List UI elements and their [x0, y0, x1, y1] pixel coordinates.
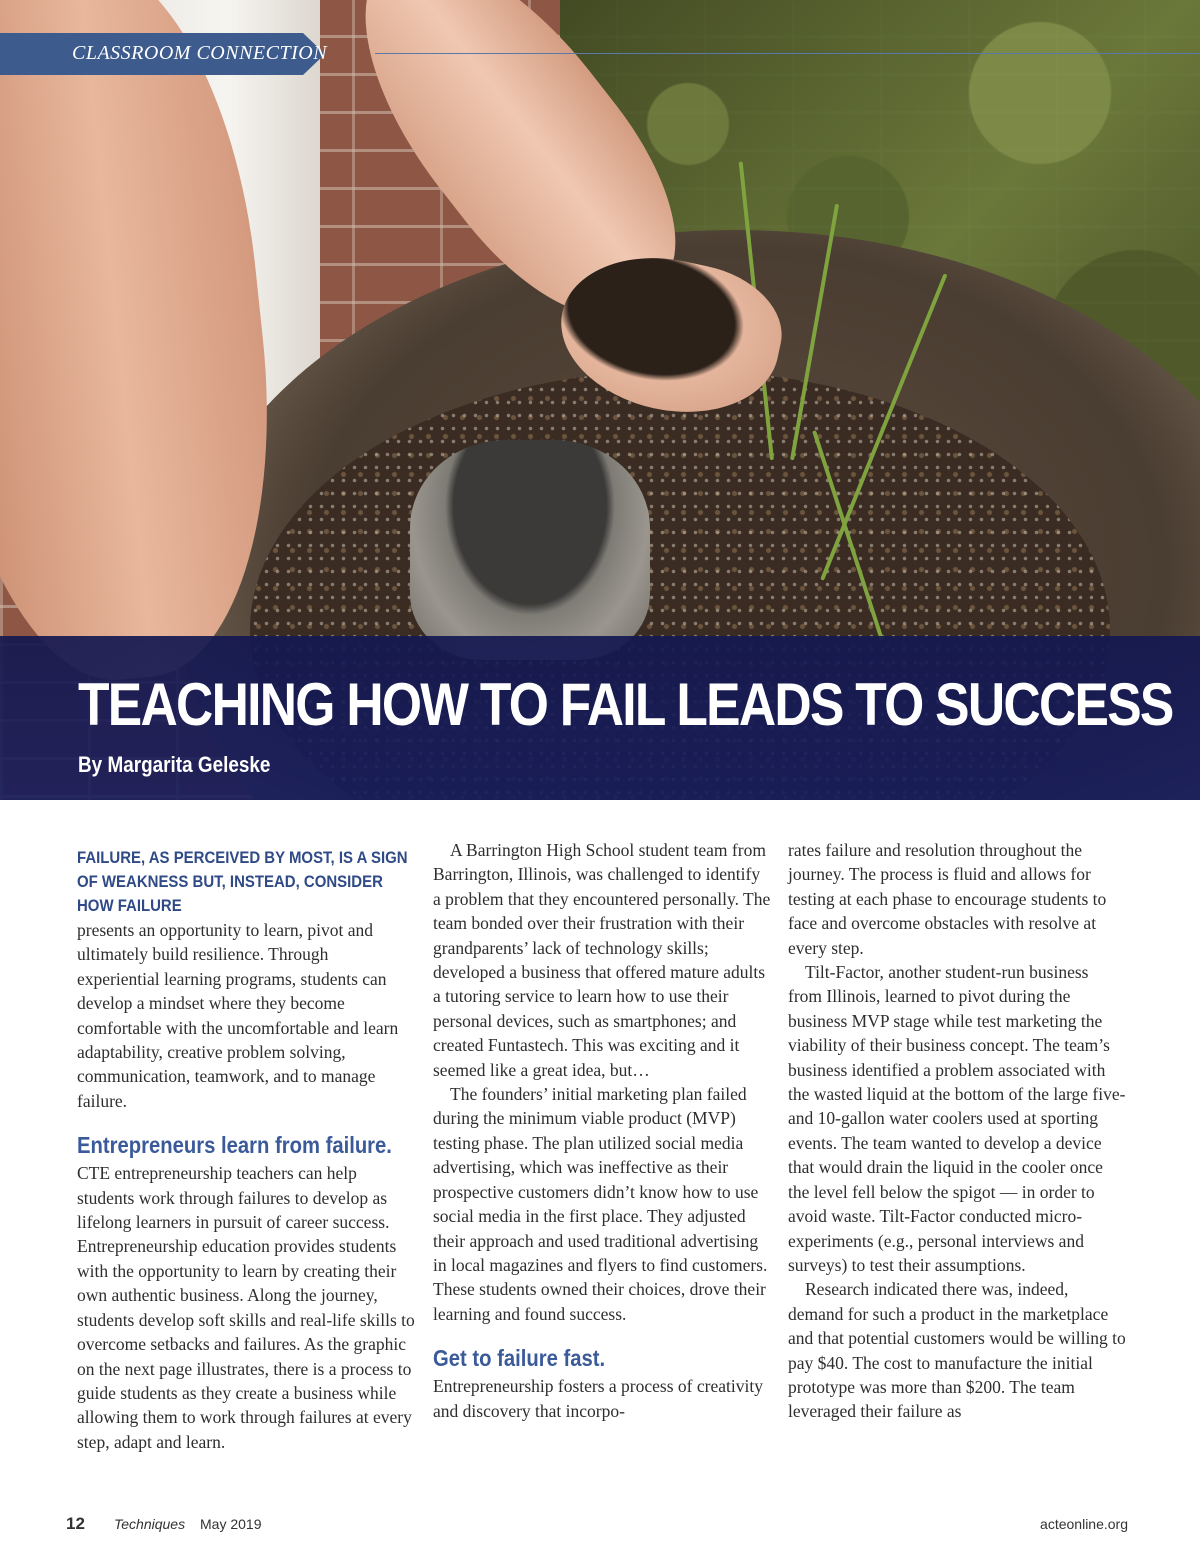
byline: By Margarita Geleske	[78, 752, 271, 777]
publication-name: Techniques	[114, 1516, 186, 1532]
subhead-entrepreneurs: Entrepreneurs learn from failure.	[77, 1132, 392, 1159]
body-paragraph: A Barrington High School student team from Barrington, Illinois, was challenged to identify a problem that they encountered personally. The team bonded over their frustration with their grandparents’ lack of technology skills; developed a business that offered mature adults a tutoring service to learn how to use their personal devices, such as smartphones; and created Funtastech. This was exciting and it seemed like a great idea, but…	[433, 840, 771, 1080]
header-rule	[375, 53, 1200, 54]
body-paragraph: Entrepreneurship fosters a process of creativity and discovery that incorpo-	[433, 1376, 763, 1421]
page-footer	[0, 1514, 1200, 1540]
issue-date: May 2019	[200, 1516, 262, 1532]
subhead-failure-fast: Get to failure fast.	[433, 1345, 606, 1372]
column-3	[788, 838, 1126, 1424]
article-title: TEACHING HOW TO FAIL LEADS TO SUCCESS	[78, 671, 1173, 738]
section-tab	[0, 33, 330, 75]
page-number: 12	[66, 1514, 85, 1533]
body-paragraph: The founders’ initial marketing plan failed during the minimum viable product (MVP) testing phase. The plan utilized social media advertising, which was ineffective as their prospective customers didn’t know how to use social media in the first place. They adjusted their approach and used traditional advertising in local magazines and flyers to find customers. These students owned their choices, drove their learning and found success.	[433, 1084, 768, 1324]
lede-text: FAILURE, AS PERCEIVED BY MOST, IS A SIGN OF WEAKNESS BUT, INSTEAD, CONSIDER HOW FAILURE	[77, 848, 408, 915]
column-1	[77, 838, 415, 1454]
lede-block	[77, 846, 415, 918]
intro-paragraph: presents an opportunity to learn, pivot and ultimately build resilience. Through experiential learning programs, students can develop a mindset where they become comfortable with the uncomfortable and learn adaptability, creative problem solving, communication, teamwork, and to manage failure.	[77, 920, 399, 1111]
section-label: CLASSROOM CONNECTION	[72, 42, 328, 64]
body-paragraph: rates failure and resolution throughout the journey. The process is fluid and allows for testing at each phase to encourage students to face and overcome obstacles with resolve at every step.	[788, 840, 1107, 958]
body-paragraph: Research indicated there was, indeed, demand for such a product in the marketplace and that potential customers would be willing to pay $40. The cost to manufacture the initial prototype was more than $200. The team leveraged their failure as	[788, 1279, 1126, 1422]
column-2	[433, 838, 771, 1423]
peat-pot	[410, 440, 650, 660]
body-paragraph: Tilt-Factor, another student-run business from Illinois, learned to pivot during the business MVP stage while test marketing the viability of their business concept. The team’s business identified a problem associated with the wasted liquid at the bottom of the large five- and 10-gallon water coolers used at sporting events. The team wanted to develop a device that would drain the liquid in the cooler once the level fell below the spigot — in order to avoid waste. Tilt-Factor conducted micro-experiments (e.g., personal interviews and surveys) to test their assumptions.	[788, 962, 1126, 1275]
website-link[interactable]: acteonline.org	[1040, 1516, 1128, 1532]
body-paragraph: CTE entrepreneurship teachers can help students work through failures to develop as lifelong learners in pursuit of career success. Entrepreneurship education provides students with the opportunity to learn by creating their own authentic business. Along the journey, students develop soft skills and real-life skills to overcome setbacks and failures. As the graphic on the next page illustrates, there is a process to guide students as they create a business while allowing them to work through failures at every step, adapt and learn.	[77, 1163, 415, 1452]
